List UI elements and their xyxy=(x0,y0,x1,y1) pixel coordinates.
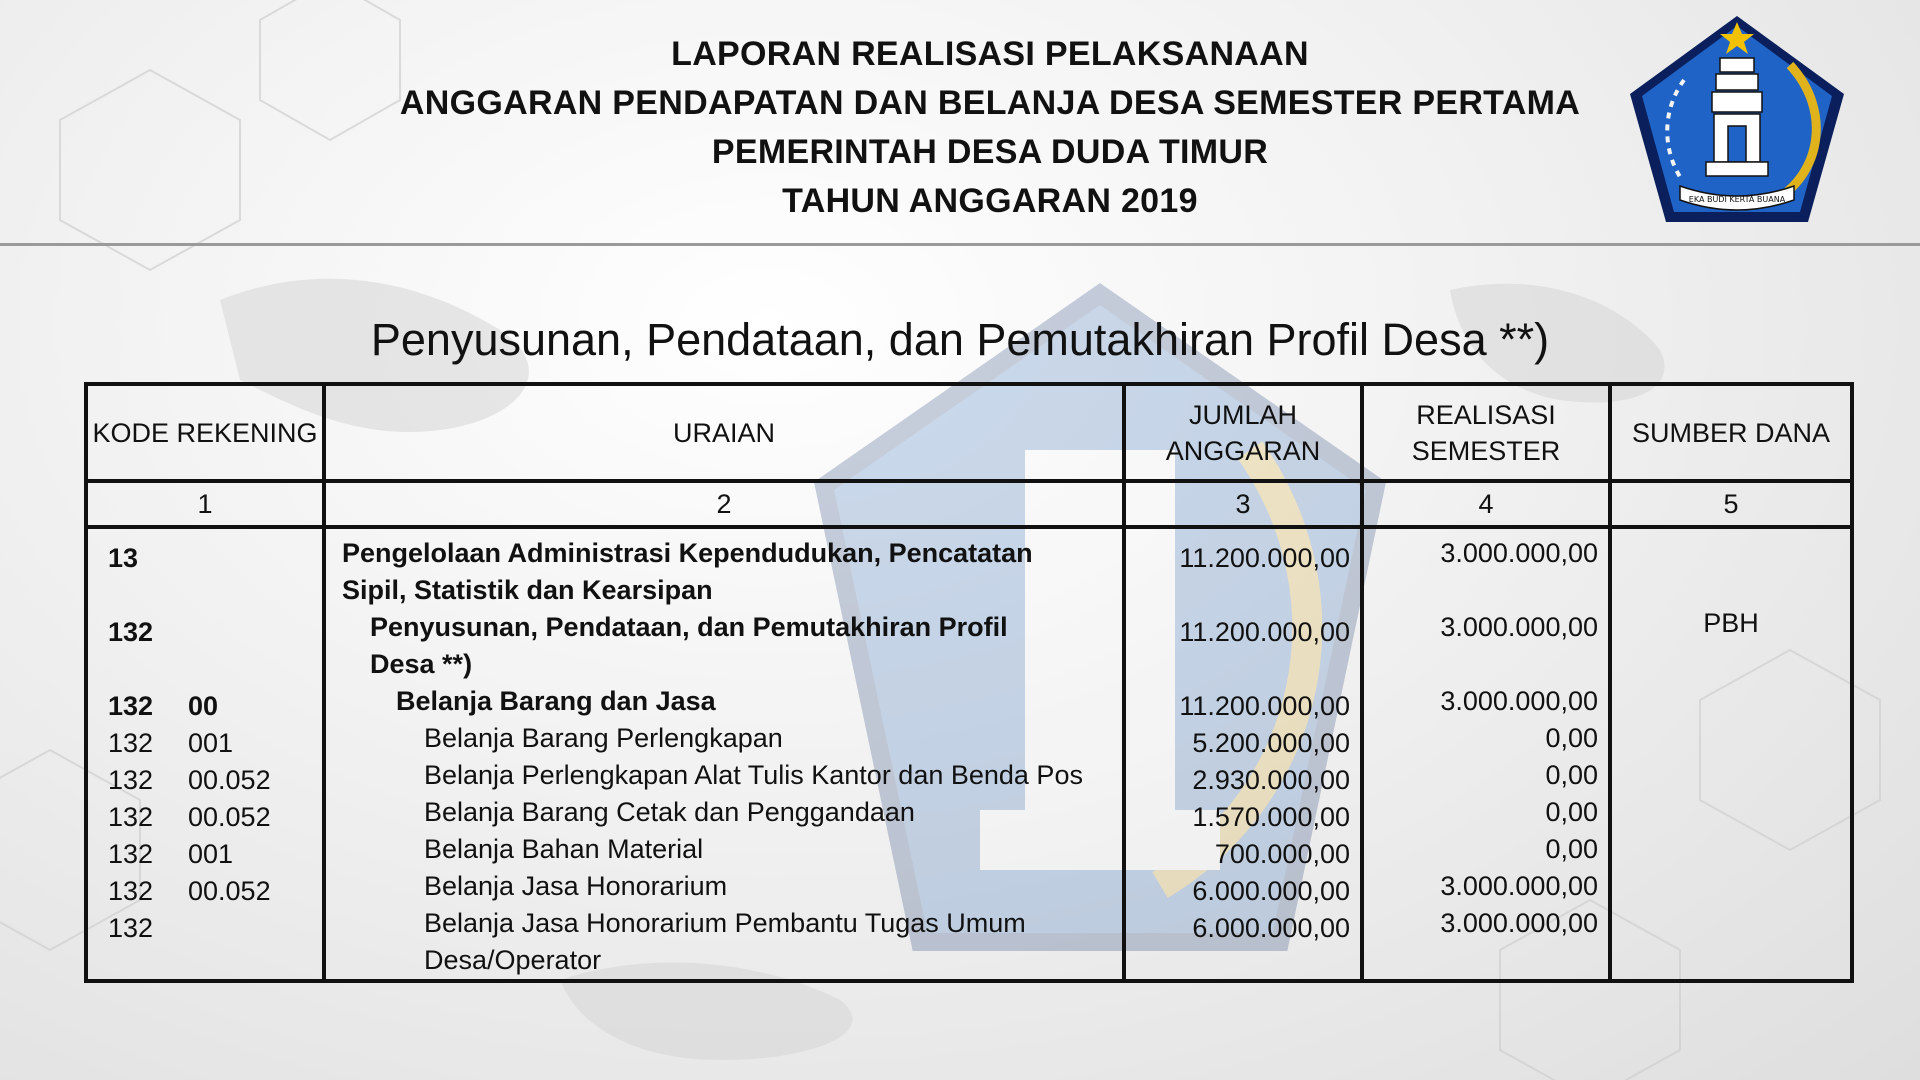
header-jumlah-anggaran: JUMLAH ANGGARAN xyxy=(1124,384,1362,481)
realisasi-cell: 3.000.000,00 xyxy=(1440,686,1598,716)
realisasi-cell: 3.000.000,00 xyxy=(1440,538,1598,568)
realisasi-cell: 3.000.000,00 xyxy=(1440,612,1598,642)
column-number: 4 xyxy=(1362,481,1610,527)
jumlah-cell: 11.200.000,00 xyxy=(1179,617,1350,647)
realisasi-cell: 3.000.000,00 xyxy=(1440,908,1598,938)
realisasi-cell: 3.000.000,00 xyxy=(1440,871,1598,901)
column-number: 1 xyxy=(86,481,324,527)
realisasi-cell: 0,00 xyxy=(1545,723,1598,753)
jumlah-cell: 5.200.000,00 xyxy=(1192,728,1350,758)
table-body-row xyxy=(86,527,1852,981)
jumlah-cell: 6.000.000,00 xyxy=(1192,913,1350,943)
table-header-row xyxy=(86,384,1852,481)
column-number: 3 xyxy=(1124,481,1362,527)
uraian-cell: Sipil, Statistik dan Kearsipan xyxy=(342,575,713,605)
jumlah-cell: 11.200.000,00 xyxy=(1179,691,1350,721)
uraian-cell: Belanja Jasa Honorarium Pembantu Tugas Umum xyxy=(424,908,1026,938)
jumlah-cell: 1.570.000,00 xyxy=(1192,802,1350,832)
uraian-cell: Desa **) xyxy=(370,649,473,679)
column-number: 2 xyxy=(324,481,1124,527)
header-divider xyxy=(0,243,1920,246)
logo-motto: EKA BUDI KERTA BUANA xyxy=(1688,195,1786,204)
uraian-cell: Belanja Barang Perlengkapan xyxy=(424,723,783,753)
kode-cell: 132 001 xyxy=(108,839,234,869)
header-sumber-dana: SUMBER DANA xyxy=(1610,384,1852,481)
header-line-3: PEMERINTAH DESA DUDA TIMUR xyxy=(711,133,1269,171)
kode-cell: 132 xyxy=(108,913,154,943)
karangasem-emblem-logo xyxy=(1622,10,1852,228)
uraian-cell: Belanja Barang dan Jasa xyxy=(396,686,716,716)
jumlah-column xyxy=(1124,527,1362,981)
uraian-column xyxy=(324,527,1124,981)
header-line-1: LAPORAN REALISASI PELAKSANAAN xyxy=(671,35,1309,73)
kode-cell: 132 001 xyxy=(108,728,234,758)
kode-cell: 132 00.052 xyxy=(108,765,271,795)
column-number: 5 xyxy=(1610,481,1852,527)
header-kode-rekening: KODE REKENING xyxy=(86,384,324,481)
header-uraian: URAIAN xyxy=(324,384,1124,481)
uraian-cell: Belanja Jasa Honorarium xyxy=(424,871,728,901)
realisasi-cell: 0,00 xyxy=(1545,760,1598,790)
uraian-cell: Belanja Barang Cetak dan Penggandaan xyxy=(424,797,915,827)
kode-cell: 132 00.052 xyxy=(108,802,271,832)
column-number-row xyxy=(86,481,1852,527)
kode-cell: 132 00.052 xyxy=(108,876,271,906)
header-line-4: TAHUN ANGGARAN 2019 xyxy=(782,182,1198,220)
realisasi-cell: 0,00 xyxy=(1545,797,1598,827)
uraian-cell: Desa/Operator xyxy=(424,945,602,975)
kode-cell: 13 xyxy=(108,543,139,573)
uraian-cell: Belanja Perlengkapan Alat Tulis Kantor dan Benda Pos xyxy=(424,760,1083,790)
budget-table xyxy=(84,382,1854,983)
header-realisasi-semester: REALISASI SEMESTER xyxy=(1362,384,1610,481)
sumber-dana-column xyxy=(1610,527,1852,981)
header-line-2: ANGGARAN PENDAPATAN DAN BELANJA DESA SEMESTER PERTAMA xyxy=(399,84,1581,122)
kode-column xyxy=(86,527,324,981)
uraian-cell: Penyusunan, Pendataan, dan Pemutakhiran Profil xyxy=(370,612,1008,642)
jumlah-cell: 6.000.000,00 xyxy=(1192,876,1350,906)
kode-cell: 132 xyxy=(108,617,154,647)
uraian-cell: Belanja Bahan Material xyxy=(424,834,704,864)
realisasi-column xyxy=(1362,527,1610,981)
kode-cell: 132 00 xyxy=(108,691,219,721)
uraian-cell: Pengelolaan Administrasi Kependudukan, Pencatatan xyxy=(342,538,1033,568)
report-header xyxy=(340,30,1640,226)
jumlah-cell: 2.930.000,00 xyxy=(1192,765,1350,795)
section-subtitle: Penyusunan, Pendataan, dan Pemutakhiran Profil Desa **) xyxy=(370,314,1550,365)
jumlah-cell: 11.200.000,00 xyxy=(1179,543,1350,573)
realisasi-cell: 0,00 xyxy=(1545,834,1598,864)
jumlah-cell: 700.000,00 xyxy=(1214,839,1350,869)
sumber-dana-cell: PBH xyxy=(1703,608,1759,638)
